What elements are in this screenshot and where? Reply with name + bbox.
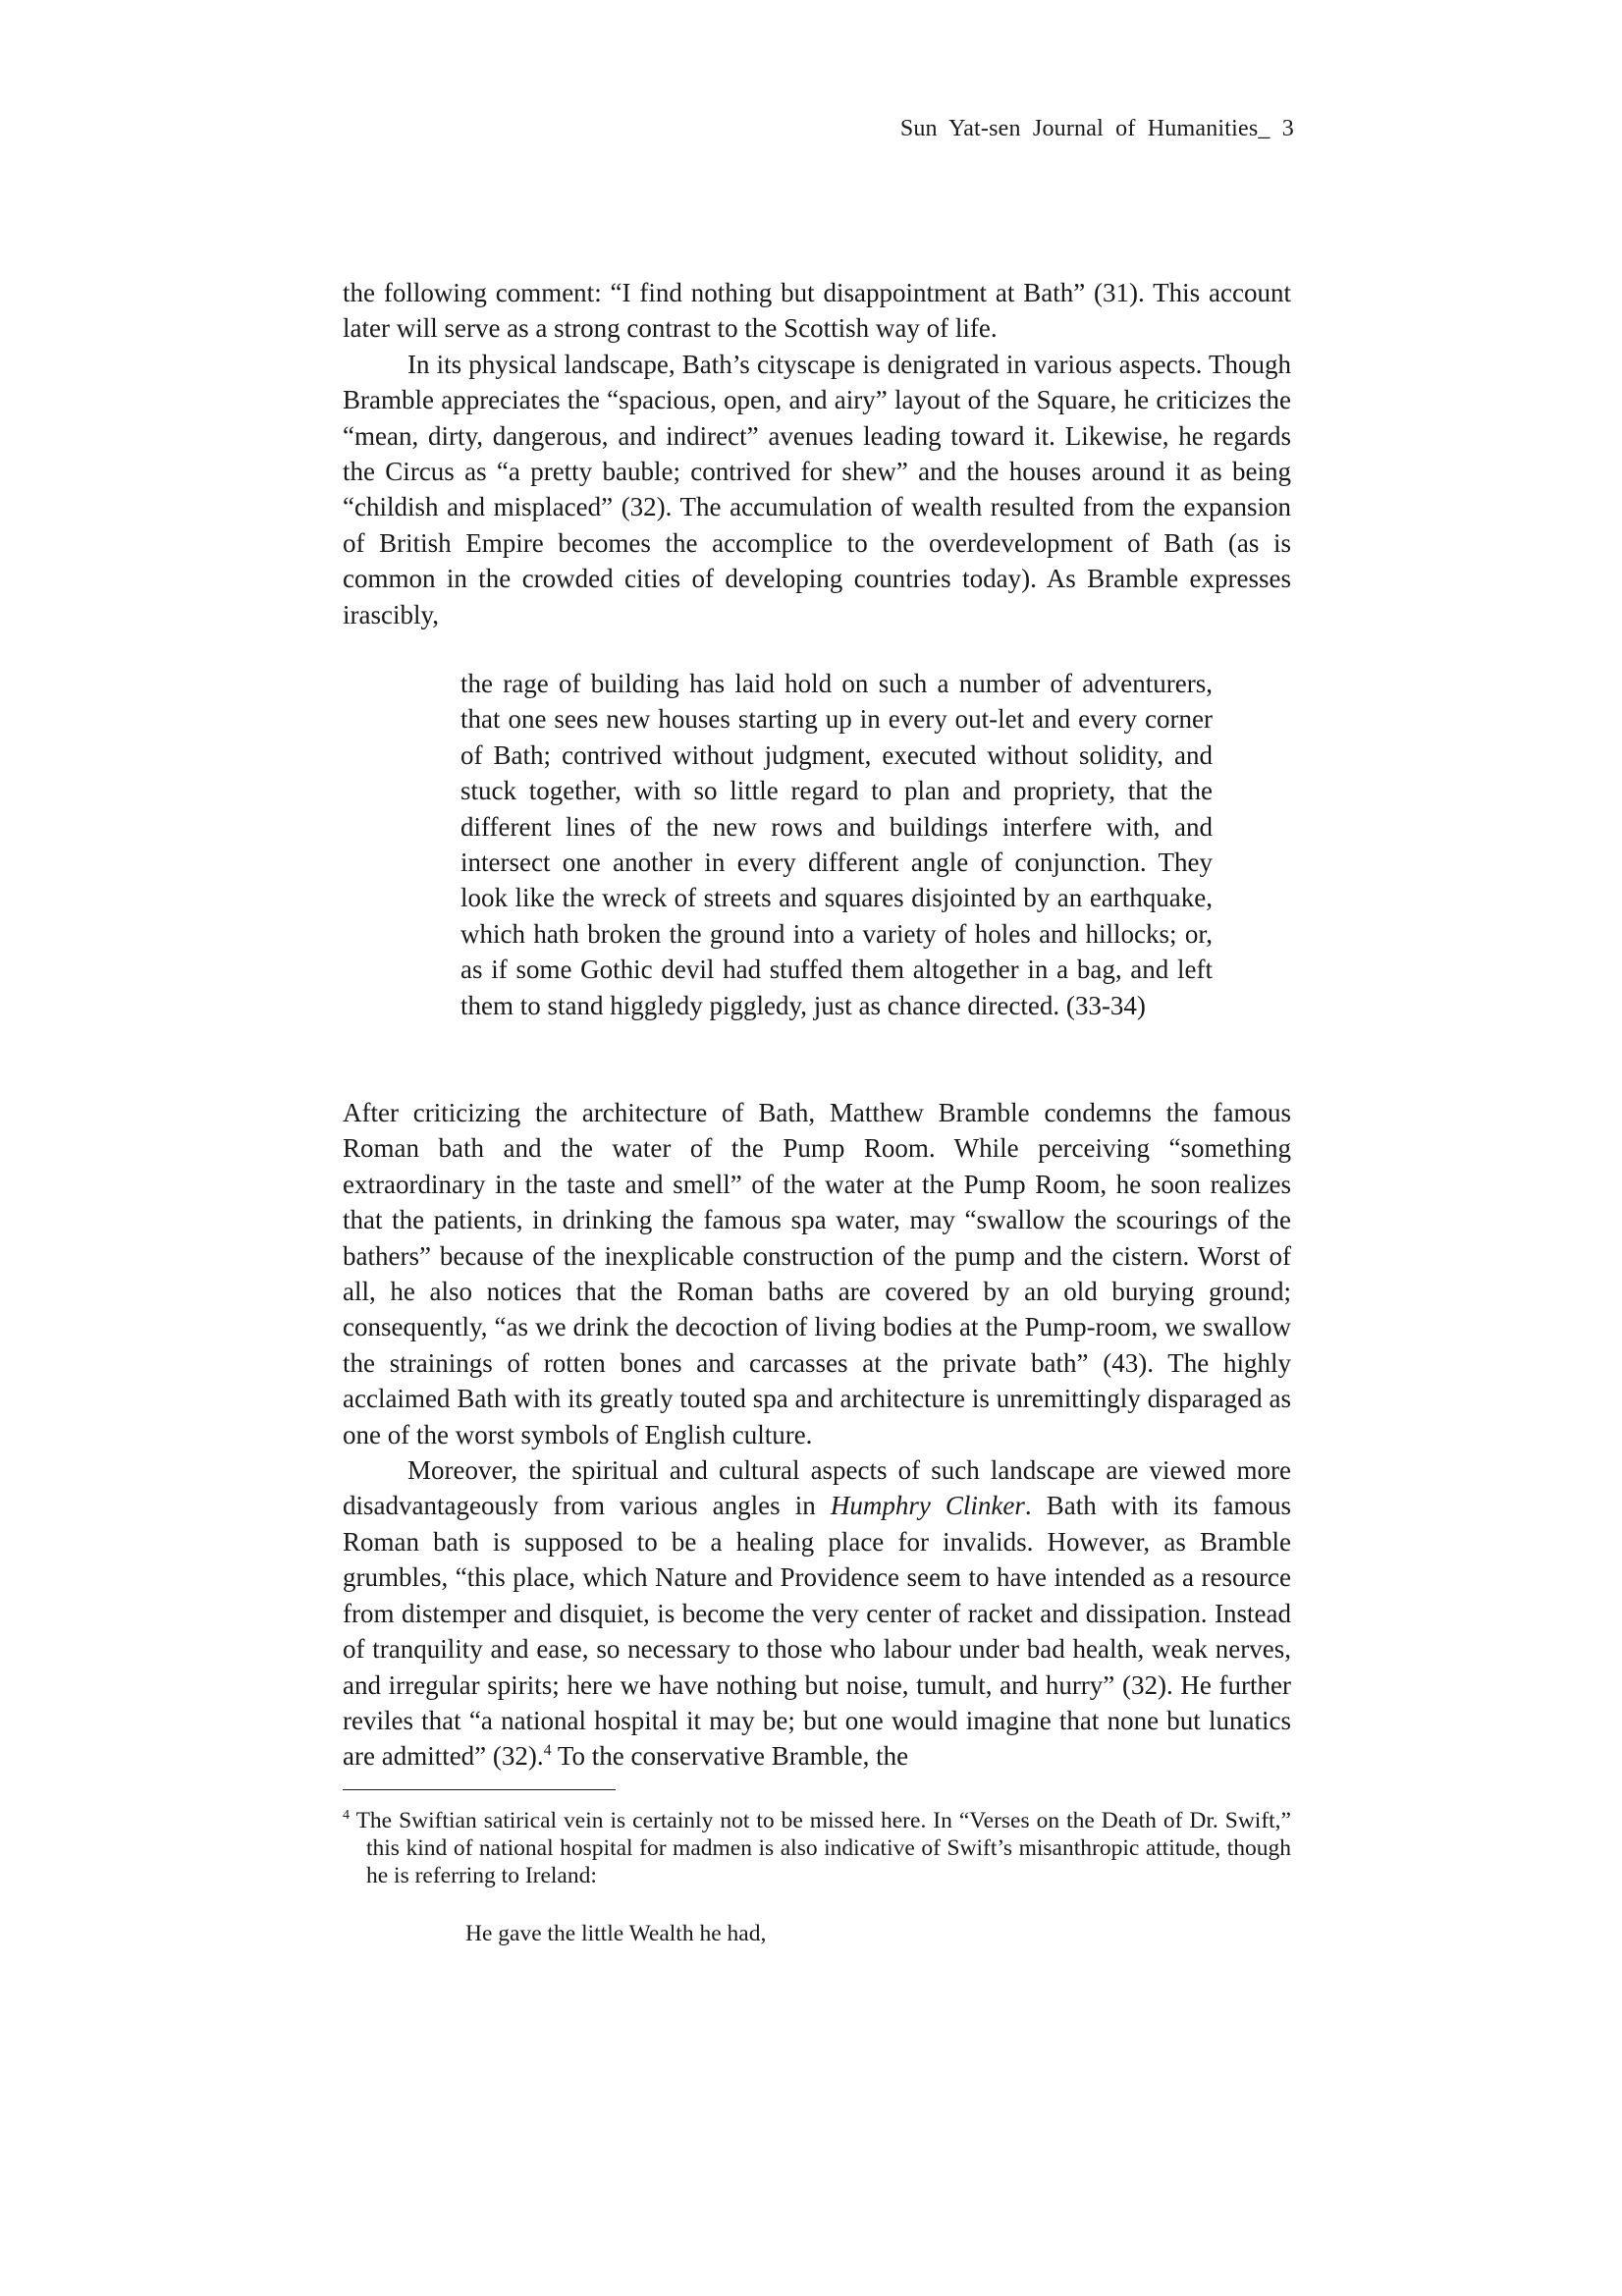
body-text-upper <box>343 275 1291 632</box>
footnote-reference[interactable]: 4 <box>543 1742 552 1760</box>
body-text-lower <box>343 1095 1291 1775</box>
paragraph-3: After criticizing the architecture of Bath, Matthew Bramble condemns the famous Roman bath and the water of the Pump Room. While perceiving “something extraordinary in the taste and smell” of the water at the Pump Room, he soon realizes that the patients, in drinking the famous spa water, may “swallow the scourings of the bathers” because of the inexplicable construction of the pump and the cistern. Worst of all, he also notices that the Roman baths are covered by an old burying ground; consequently, “as we drink the decoction of living bodies at the Pump-room, we swallow the strainings of rotten bones and carcasses at the private bath” (43). The highly acclaimed Bath with its greatly touted spa and architecture is unremittingly disparaged as one of the worst symbols of English culture. <box>343 1098 1291 1449</box>
paragraph-2: In its physical landscape, Bath’s cityscape is denigrated in various aspects. Though Bramble appreciates the “spacious, open, and airy” layout of the Square, he criticizes the “mean, dirty, dangerous, and indirect” avenues leading toward it. Likewise, he regards the Circus as “a pretty bauble; contrived for shew” and the houses around it as being “childish and misplaced” (32). The accumulation of wealth resulted from the expansion of British Empire becomes the accomplice to the overdevelopment of Bath (as is common in the crowded cities of developing countries today). As Bramble expresses irascibly, <box>343 349 1291 629</box>
footnote-text: The Swiftian satirical vein is certainly not to be missed here. In “Verses on the Death of Dr. Swift,” this kind of national hospital for madmen is also indicative of Swift’s misanthropic attitude, though he is referring to Ireland: <box>355 1808 1291 1888</box>
footnote-divider <box>343 1789 616 1790</box>
footnote-4 <box>343 1807 1291 1889</box>
book-title: Humphry Clinker <box>830 1491 1025 1521</box>
paragraph-4-middle: . Bath with its famous Roman bath is supposed to be a healing place for invalids. However, as Bramble grumbles, “this place, which Nature and Providence seem to have intended as a resource from distemper and disquiet, is become the very center of racket and dissipation. Instead of tranquility and ease, so necessary to those who labour under bad health, weak nerves, and irregular spirits; here we have nothing but noise, tumult, and hurry” (32). He further reviles that “a national hospital it may be; but one would imagine that none but lunatics are admitted” (32). <box>343 1491 1291 1772</box>
paragraph-1: the following comment: “I find nothing but disappointment at Bath” (31). This account later will serve as a strong contrast to the Scottish way of life. <box>343 278 1291 344</box>
footnote-number: 4 <box>343 1808 350 1824</box>
paragraph-4-start: Moreover, the spiritual and cultural aspects of such landscape are viewed more disadvantageously from various angles in <box>343 1455 1291 1521</box>
running-head: Sun Yat-sen Journal of Humanities_ 3 <box>899 116 1294 141</box>
footnote-verse: He gave the little Wealth he had, <box>465 1921 767 1946</box>
paragraph-4 <box>343 1452 1291 1775</box>
paragraph-4-end: To the conservative Bramble, the <box>551 1741 909 1772</box>
block-quote: the rage of building has laid hold on such a number of adventurers, that one sees new houses starting up in every out-let and every corner of Bath; contrived without judgment, executed without solidity, and stuck together, with so little regard to plan and propriety, that the different lines of the new rows and buildings interfere with, and intersect one another in every different angle of conjunction. They look like the wreck of streets and squares disjointed by an earthquake, which hath broken the ground into a variety of holes and hillocks; or, as if some Gothic devil had stuffed them altogether in a bag, and left them to stand higgledy piggledy, just as chance directed. (33-34) <box>460 669 1213 1020</box>
